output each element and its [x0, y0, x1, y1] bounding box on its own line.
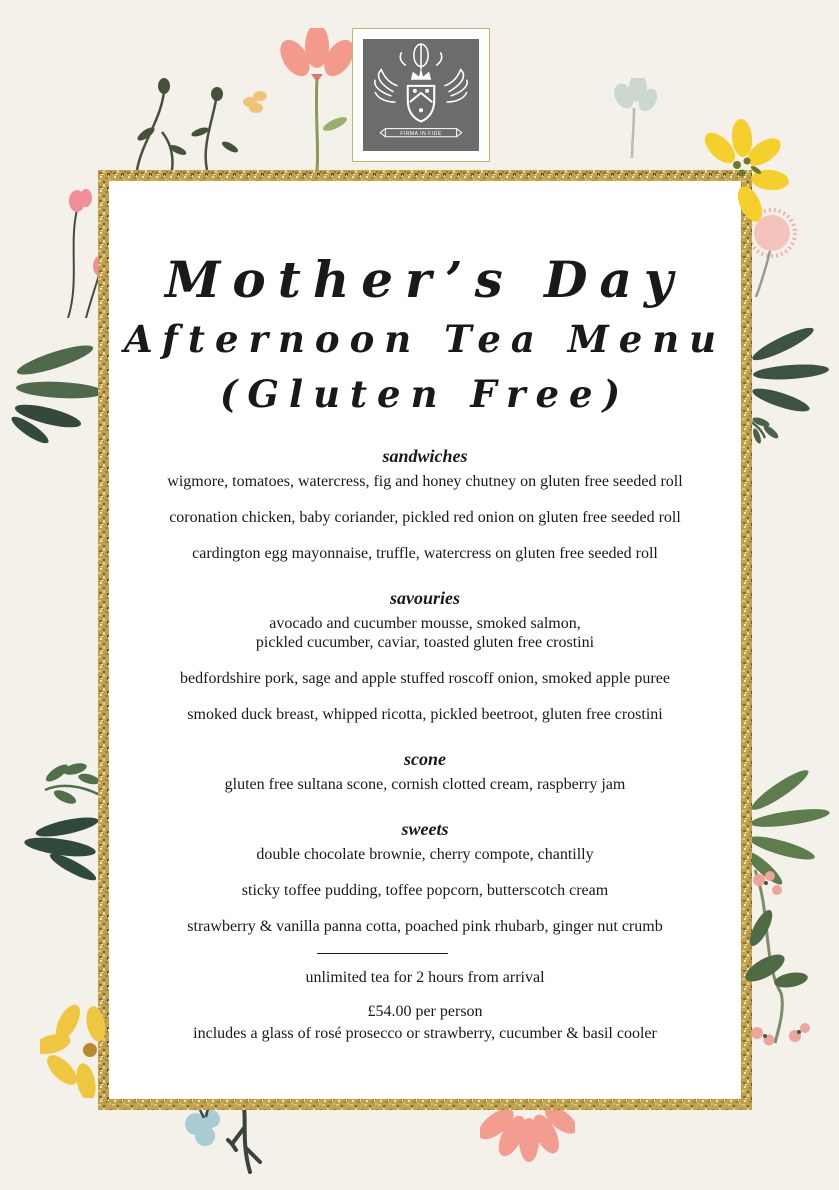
menu-item-line: smoked duck breast, whipped ricotta, pickled beetroot, gluten free crostini [187, 706, 663, 723]
page-title-line2: Afternoon Tea Menu [123, 317, 727, 361]
menu-item-line: bedfordshire pork, sage and apple stuffed roscoff onion, smoked apple puree [180, 670, 670, 687]
section-heading: sandwiches [382, 446, 468, 466]
menu-item-line: strawberry & vanilla panna cotta, poached pink rhubarb, ginger nut crumb [187, 918, 663, 935]
bottom-branch-art [224, 1100, 272, 1175]
menu-item-line: gluten free sultana scone, cornish clotted cream, raspberry jam [224, 776, 626, 793]
menu-section [109, 818, 741, 936]
menu-item-line: avocado and cucumber mousse, smoked salmon, [269, 615, 581, 632]
menu-item-line: coronation chicken, baby coriander, pickled red onion on gluten free seeded roll [169, 509, 681, 526]
menu-content [109, 181, 741, 1099]
menu-item-line: sticky toffee pudding, toffee popcorn, butterscotch cream [241, 882, 609, 899]
menu-section [109, 587, 741, 724]
footer-includes: includes a glass of rosé prosecco or strawberry, cucumber & basil cooler [193, 1025, 657, 1042]
menu-section [109, 445, 741, 563]
logo-box [352, 28, 490, 162]
menu-item [109, 544, 741, 563]
footer-price: £54.00 per person [367, 1003, 483, 1020]
menu-sections [109, 445, 741, 936]
bottom-pink-flower-art [480, 1100, 575, 1168]
section-heading: savouries [389, 588, 460, 608]
menu-item [109, 845, 741, 864]
menu-item [109, 508, 741, 527]
menu-item-line: cardington egg mayonnaise, truffle, watercress on gluten free seeded roll [192, 545, 658, 562]
footer-note: unlimited tea for 2 hours from arrival [305, 969, 545, 986]
menu-section [109, 748, 741, 794]
footer-divider [317, 953, 448, 954]
menu-item [109, 705, 741, 724]
left-lower-leaves-art [5, 755, 107, 890]
bottom-blue-flower-art [176, 1104, 232, 1156]
menu-item-line: double chocolate brownie, cherry compote, chantilly [256, 846, 594, 863]
top-stems-flower-art [112, 62, 282, 170]
top-pink-flower-art [275, 28, 360, 170]
menu-panel [98, 170, 752, 1110]
menu-item [109, 881, 741, 900]
crest-icon [363, 39, 479, 151]
menu-item [109, 614, 741, 652]
page-title-line1: Mother’s Day [165, 250, 685, 309]
menu-item-line: wigmore, tomatoes, watercress, fig and honey chutney on gluten free seeded roll [167, 473, 683, 490]
left-leaf-spray-art [0, 330, 108, 445]
section-heading: scone [404, 749, 446, 769]
menu-item [109, 669, 741, 688]
menu-item-line: pickled cucumber, caviar, toasted gluten free crostini [255, 634, 595, 651]
crest-motto: FIRMA IN FIDE [400, 131, 442, 138]
section-heading: sweets [401, 819, 449, 839]
top-pale-flower-art [612, 78, 660, 158]
menu-item [109, 917, 741, 936]
menu-item [109, 472, 741, 491]
menu-item [109, 775, 741, 794]
page-title-line3: (Gluten Free) [219, 372, 631, 416]
